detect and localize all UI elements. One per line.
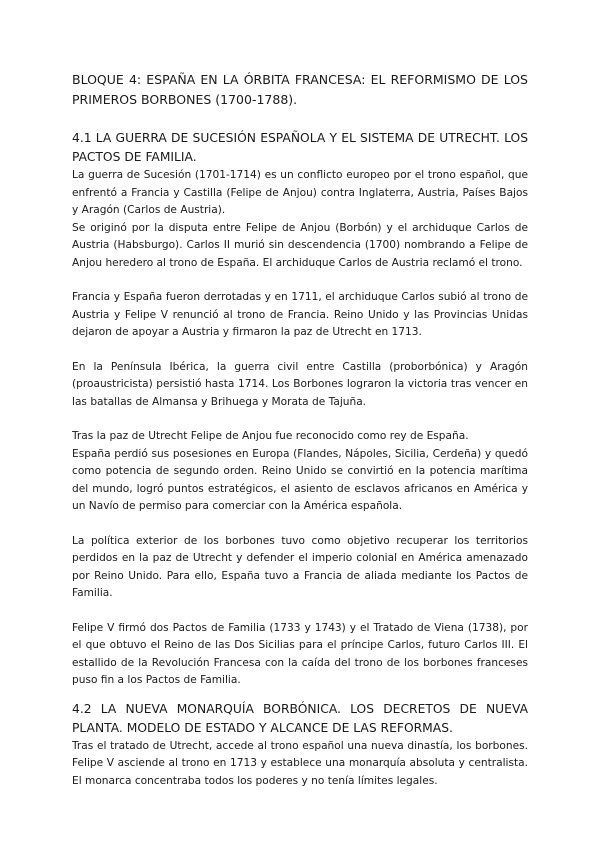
paragraph: España perdió sus posesiones en Europa (Flandes, Nápoles, Sicilia, Cerdeña) y quedó como potencia de segundo orden. Reino Unido se convirtió en la potencia marítima del mundo, logró puntos estratégicos, el asiento de esclavos africanos en América y un Navío de permiso para comerciar con la América española. [72, 447, 528, 512]
section-1-heading: 4.1 LA GUERRA DE SUCESIÓN ESPAÑOLA Y EL SISTEMA DE UTRECHT. LOS PACTOS DE FAMILIA. [72, 131, 528, 164]
paragraph: La política exterior de los borbones tuvo como objetivo recuperar los territorios perdidos en la paz de Utrecht y defender el imperio colonial en América amenazado por Reino Unido. Para ello, España tuvo a Francia de aliada mediante los Pactos de Familia. [72, 534, 528, 599]
paragraph: En la Península Ibérica, la guerra civil entre Castilla (proborbónica) y Aragón (proaustricista) persistió hasta 1714. Los Borbones lograron la victoria tras vencer en las batallas de Almansa y Brihuega y Morata de Tajuña. [72, 360, 528, 408]
document-page [72, 70, 528, 790]
paragraph: Tras la paz de Utrecht Felipe de Anjou fue reconocido como rey de España. [72, 430, 469, 442]
paragraph: Se originó por la disputa entre Felipe de Anjou (Borbón) y el archiduque Carlos de Austria (Habsburgo). Carlos II murió sin descendencia (1700) nombrando a Felipe de Anjou heredero al trono de España. El archiduque Carlos de Austria reclamó el trono. [72, 221, 528, 269]
document-title: BLOQUE 4: ESPAÑA EN LA ÓRBITA FRANCESA: EL REFORMISMO DE LOS PRIMEROS BORBONES (1700-1788). [72, 72, 528, 107]
paragraph: Tras el tratado de Utrecht, accede al trono español una nueva dinastía, los borbones. Felipe V asciende al trono en 1713 y establece una monarquía absoluta y centralista. El monarca concentraba todos los poderes y no tenía límites legales. [72, 739, 528, 787]
paragraph: Francia y España fueron derrotadas y en 1711, el archiduque Carlos subió al trono de Austria y Felipe V renunció al trono de Francia. Reino Unido y las Provincias Unidas dejaron de apoyar a Austria y firmaron la paz de Utrecht en 1713. [72, 291, 528, 338]
paragraph: La guerra de Sucesión (1701-1714) es un conflicto europeo por el trono español, que enfrentó a Francia y Castilla (Felipe de Anjou) contra Inglaterra, Austria, Países Bajos y Aragón (Carlos de Austria). [72, 169, 528, 216]
paragraph: Felipe V firmó dos Pactos de Familia (1733 y 1743) y el Tratado de Viena (1738), por el que obtuvo el Reino de las Dos Sicilias para el príncipe Carlos, futuro Carlos III. El estallido de la Revolución Francesa con la caída del trono de los borbones franceses puso fin a los Pactos de Familia. [72, 621, 528, 686]
section-2-heading: 4.2 LA NUEVA MONARQUÍA BORBÓNICA. LOS DECRETOS DE NUEVA PLANTA. MODELO DE ESTADO Y ALCANCE DE LAS REFORMAS. [72, 701, 528, 735]
